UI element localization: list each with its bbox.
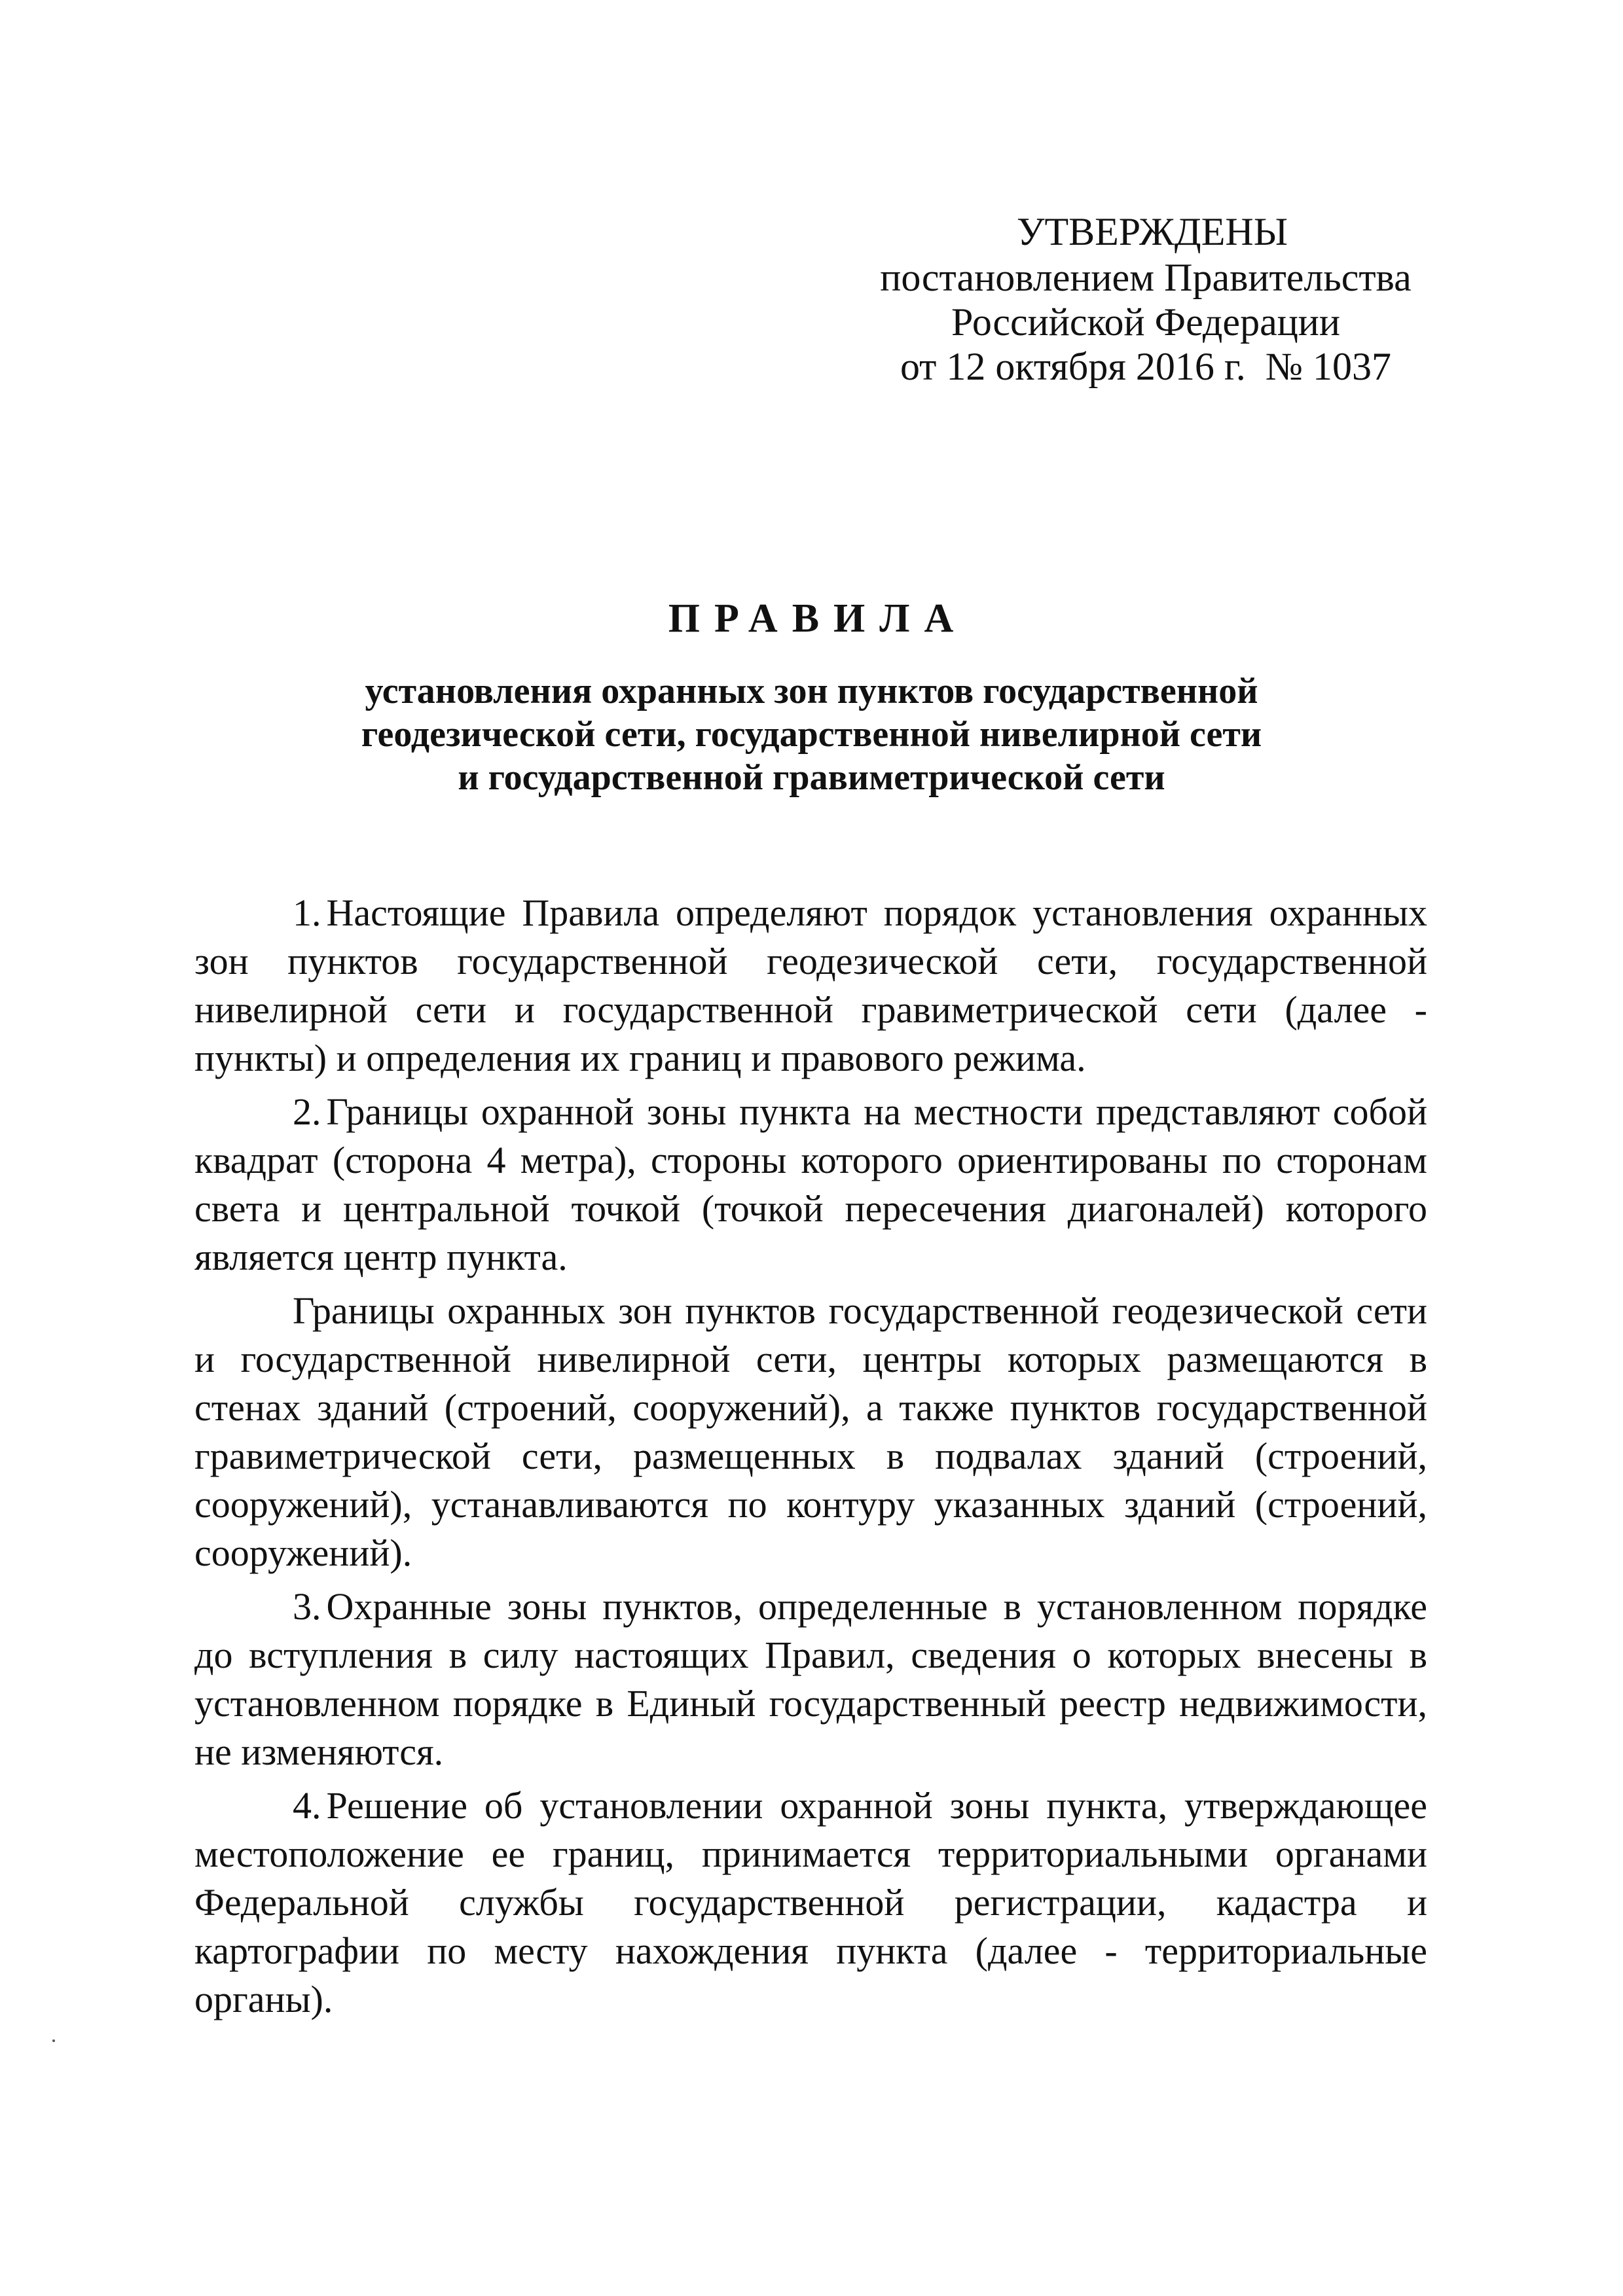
paragraph — [194, 1583, 1427, 1776]
paragraph-text: Решение об установлении охранной зоны пункта, утверждающее местоположение ее границ, принимается территориальными органами Федеральной службы государственной регистрации, кадастра и картографии по месту нахождения пункта (далее - территориальные органы). — [194, 1784, 1427, 2020]
paragraph-text: Настоящие Правила определяют порядок установления охранных зон пунктов государственной геодезической сети, государственной нивелирной сети и государственной гравиметрической сети (далее - пункты) и определения их границ и правового режима. — [194, 891, 1427, 1079]
paragraph-number: 1. — [293, 891, 321, 934]
paragraph-number: 3. — [293, 1585, 321, 1628]
scan-speck — [52, 2039, 55, 2042]
approval-line: постановлением Правительства — [880, 256, 1412, 299]
paragraph — [194, 1782, 1427, 2024]
paragraph-text: Границы охранных зон пунктов государственной геодезической сети и государственной нивелирной сети, центры которых размещаются в стенах зданий (строений, сооружений), а также пунктов государственной гравиметрической сети, размещенных в подвалах зданий (строений, сооружений), устанавливаются по контуру указанных зданий (строений, сооружений). — [194, 1289, 1427, 1574]
document-type: ПРАВИЛА — [668, 596, 968, 641]
paragraph — [194, 889, 1427, 1083]
document-heading — [0, 592, 1623, 799]
paragraph — [194, 1088, 1427, 1282]
document-subtitle-line: и государственной гравиметрической сети — [458, 757, 1165, 798]
paragraph-text: Охранные зоны пунктов, определенные в установленном порядке до вступления в силу настоящих Правил, сведения о которых внесены в установленном порядке в Единый государственный реестр недвижимости, не изменяются. — [194, 1585, 1427, 1773]
document-subtitle-line: установления охранных зон пунктов государственной — [365, 671, 1258, 711]
approval-date-line — [851, 344, 1440, 389]
document-body — [194, 889, 1427, 2029]
approval-date: от 12 октября 2016 г. — [900, 345, 1246, 388]
approval-heading: УТВЕРЖДЕНЫ — [1016, 210, 1288, 253]
paragraph-number: 4. — [293, 1784, 321, 1827]
approval-number: № 1037 — [1265, 345, 1392, 388]
approval-block — [851, 209, 1440, 389]
paragraph-text: Границы охранной зоны пункта на местности представляют собой квадрат (сторона 4 метра), стороны которого ориентированы по сторонам света и центральной точкой (точкой пересечения диагоналей) которого является центр пункта. — [194, 1090, 1427, 1278]
paragraph-number: 2. — [293, 1090, 321, 1133]
document-subtitle-line: геодезической сети, государственной нивелирной сети — [361, 714, 1262, 755]
approval-line: Российской Федерации — [951, 300, 1341, 344]
paragraph — [194, 1287, 1427, 1577]
